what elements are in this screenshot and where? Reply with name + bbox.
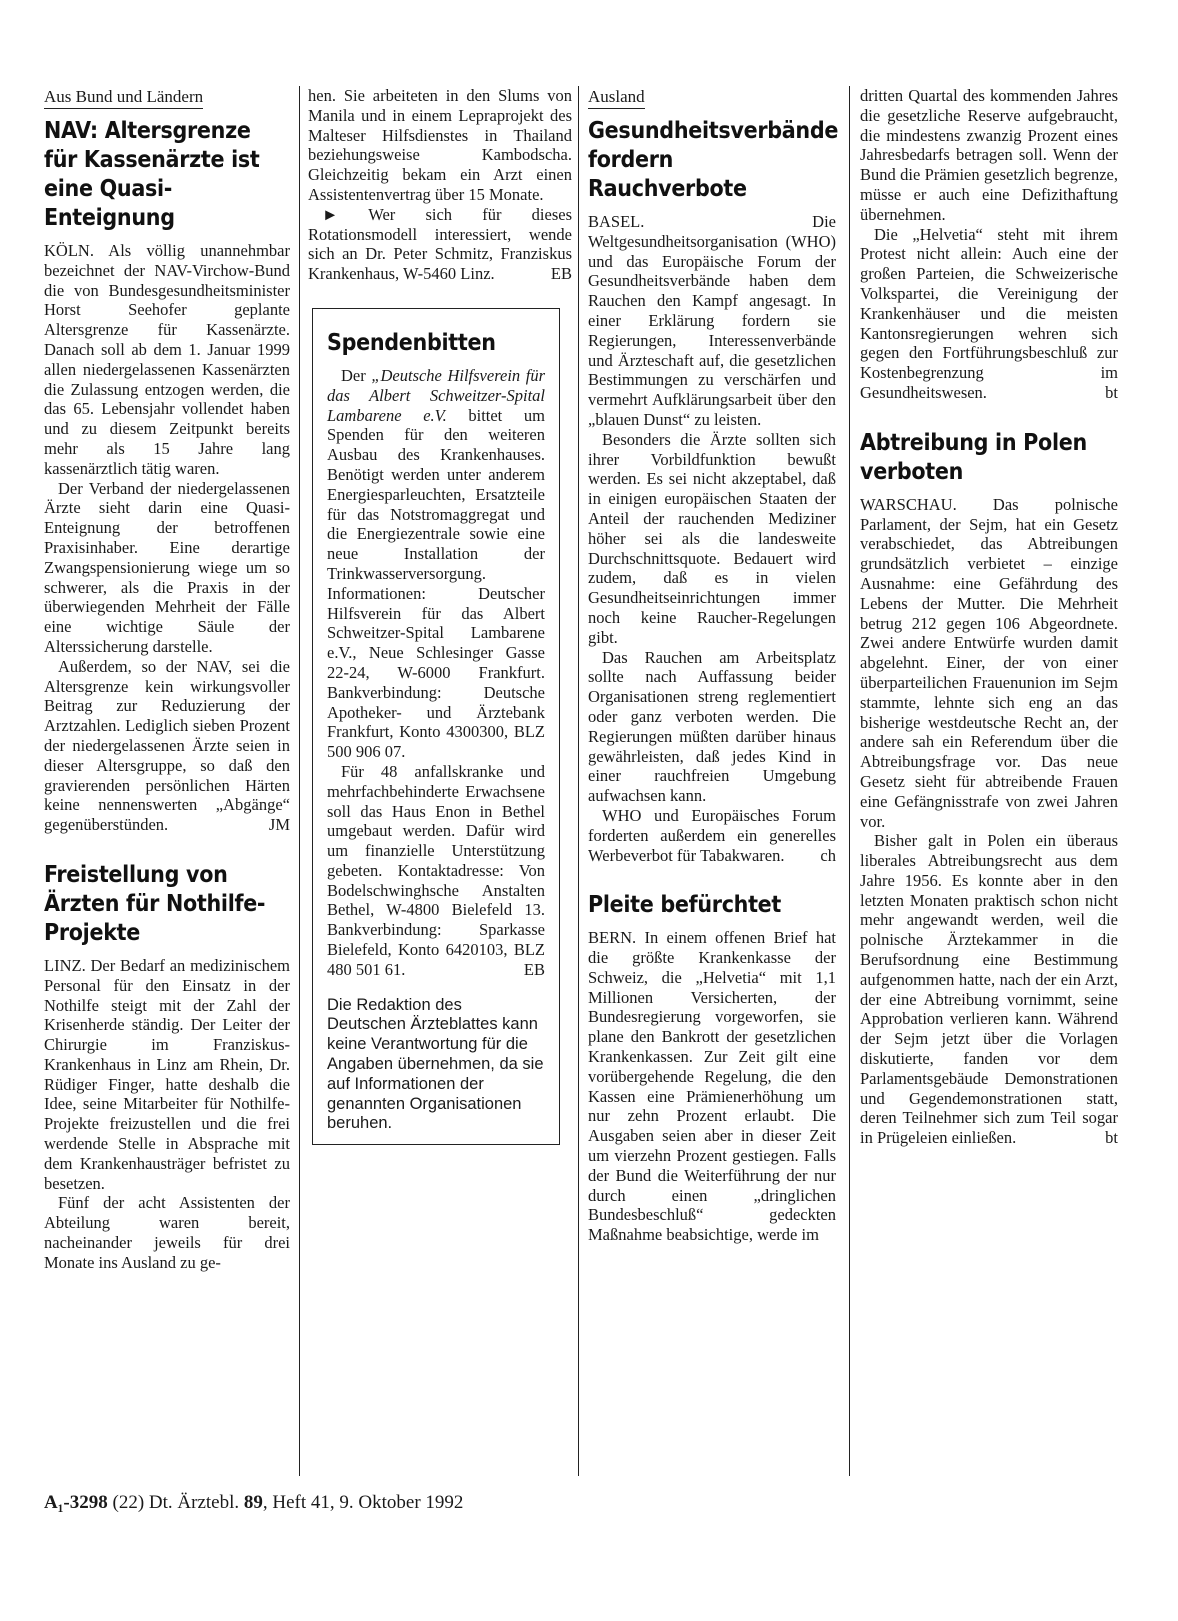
column-rule (578, 86, 579, 1476)
footer-citation: (22) Dt. Ärztebl. (107, 1492, 244, 1513)
article-paragraph: Fünf der acht Assistenten der Abteilung waren bereit, nacheinander jeweils für drei Monate ins Ausland zu ge- (44, 1193, 290, 1272)
article-paragraph: hen. Sie arbeiteten in den Slums von Manila und in einem Lepraprojekt des Malteser Hilfsdienstes in Thailand beziehungsweise Kambodscha. Gleichzeitig bekam ein Arzt einen Assistentenvertrag über 15 Monate. (308, 86, 572, 204)
article-paragraph: Bisher galt in Polen ein überaus liberales Abtreibungsrecht aus dem Jahre 1956. Es konnte aber in den letzten Monaten praktisch schon nicht mehr angewandt werden, weil die polnische Ärztekammer in die Berufsordnung eine Bestimmung aufgenommen hatte, nach der ein Arzt, der eine Abtreibung vornimmt, seine Approbation verlieren kann. Während der Sejm jetzt über die Vorlagen diskutierte, fanden vor dem Parlamentsgebäude Demonstrationen und Gegendemonstrationen statt, deren Teilnehmer sich zum Teil sogar in Prügeleien einließen. bt (860, 831, 1118, 1148)
column-2 (308, 86, 572, 1145)
author-initials: bt (1105, 382, 1118, 402)
article-headline: Freistellung von Ärzten für Nothilfe-Projekte (44, 861, 266, 946)
article-paragraph: Das Rauchen am Arbeitsplatz sollte nach Auffassung beider Organisationen streng reglementiert oder ganz verboten werden. Die Regierungen müßten darüber hinaus gewährleisten, daß jedes Kind in einer rauchfreien Umgebung aufwachsen kann. (588, 647, 836, 806)
box-headline: Spendenbitten (327, 329, 496, 356)
article-paragraph: WARSCHAU. Das polnische Parlament, der Sejm, hat ein Gesetz verabschiedet, das Abtreibungen grundsätzlich verbietet – einzige Ausnahme: eine Gefährdung des Lebens der Mutter. Die Mehrheit betrug 212 gegen 106 Abgeordnete. Zwei andere Entwürfe wurden damit abgelehnt. Einer, der von einer überparteilichen Frauenunion im Sejm stammte, lehnte sich eng an das bisherige westdeutsche Recht an, der andere sah ein Referendum über die Abtreibungsfrage vor. Das neue Gesetz sieht für abtreibende Frauen eine Gefängnisstrafe von zwei Jahren vor. (860, 494, 1118, 831)
article-paragraph: BASEL. Die Weltgesundheitsorganisation (WHO) und das Europäische Forum der Gesundheitsverbände haben dem Rauchen den Kampf angesagt. In einer Erklärung fordern sie Regierungen, Interessenverbände und Ärzteschaft auf, die gesetzlichen Bestimmungen zu verschärfen und vermehrt Aufklärungsarbeit über den „blauen Dunst“ zu leisten. (588, 212, 836, 429)
spendenbitten-box (312, 308, 560, 1145)
column-rule (299, 86, 300, 1476)
footer-issue-date: , Heft 41, 9. Oktober 1992 (262, 1492, 464, 1513)
article-headline: NAV: Altersgrenze für Kassenärzte ist eine Quasi-Enteignung (44, 118, 260, 231)
article-paragraph: Die „Helvetia“ steht mit ihrem Protest nicht allein: Auch eine der großen Parteien, die Schweizerische Volkspartei, die Vereinigung der Krankenhäuser und die meisten Kantonsregierungen wehren sich gegen den Fortführungsbeschluß zur Kostenbegrenzung im Gesundheitswesen. bt (860, 224, 1118, 402)
article-paragraph: LINZ. Der Bedarf an medizinischem Personal für den Einsatz in der Nothilfe steigt mit der Zahl der Krisenherde ständig. Der Leiter der Chirurgie im Franziskus-Krankenhaus in Linz am Rhein, Dr. Rüdiger Finger, hatte deshalb die Idee, seine Mitarbeiter für Nothilfe-Projekte freizustellen und die frei werdende Stelle in Absprache mit dem Krankenhausträger befristet zu besetzen. (44, 955, 290, 1193)
column-3 (588, 86, 839, 1245)
box-paragraph: Für 48 anfallskranke und mehrfachbehinderte Erwachsene soll das Haus Enon in Bethel umgebaut werden. Dafür wird um finanzielle Unterstützung gebeten. Kontaktadresse: Von Bodelschwinghsche Anstalten Bethel, W-4800 Bielefeld 13. Bankverbindung: Sparkasse Bielefeld, Konto 6420103, BLZ 480 501 61. EB (327, 761, 545, 979)
article-abtreibung-polen (860, 429, 1118, 1148)
article-paragraph: dritten Quartal des kommenden Jahres die gesetzliche Reserve aufgebraucht, die mindestens zwanzig Prozent eines Jahresbedarfs betragen soll. Wenn der Bund die Prämien gesetzlich begrenze, müsse er auch eine Defizithaftung übernehmen. (860, 86, 1118, 224)
article-headline: Gesundheitsverbände fordern Rauchverbote (588, 118, 839, 202)
article-pleite (588, 891, 836, 1245)
section-rubric: Aus Bund und Ländern (44, 86, 203, 109)
page-footer (44, 1491, 463, 1515)
author-initials: EB (550, 264, 572, 284)
column-1 (44, 86, 290, 1273)
article-freistellung (44, 861, 290, 1273)
author-initials: JM (268, 815, 290, 835)
article-paragraph: ► Wer sich für dieses Rotationsmodell interessiert, wende sich an Dr. Peter Schmitz, Franziskus Krankenhaus, W-5460 Linz. EB (308, 204, 572, 284)
author-initials: bt (1105, 1128, 1118, 1148)
article-nav-altersgrenze (44, 86, 290, 835)
article-paragraph: Der Verband der niedergelassenen Ärzte sieht darin eine Quasi-Enteignung der betroffenen Praxisinhaber. Eine derartige Zwangspensionierung wiege um so schwerer, als die Praxis in der überwiegenden Mehrheit der Fälle eine wichtige Säule der Alterssicherung darstelle. (44, 478, 290, 656)
article-headline: Pleite befürchtet (588, 892, 782, 919)
column-4 (860, 86, 1118, 1148)
section-rubric: Ausland (588, 86, 645, 109)
page-id: A₁-3298 (44, 1492, 108, 1513)
editorial-disclaimer: Die Redaktion des Deutschen Ärzteblattes kann keine Verantwortung für die Angaben übernehmen, da sie auf Informationen der genannten Organisationen beruhen. (327, 995, 544, 1133)
article-headline: Abtreibung in Polen verboten (860, 429, 1087, 485)
article-paragraph: WHO und Europäisches Forum forderten außerdem ein generelles Werbeverbot für Tabakwaren. ch (588, 805, 836, 865)
author-initials: EB (523, 959, 545, 979)
author-initials: ch (820, 845, 836, 865)
article-rauchverbote (588, 86, 839, 865)
article-paragraph: Außerdem, so der NAV, sei die Altersgrenze kein wirkungsvoller Beitrag zur Reduzierung der Arztzahlen. Lediglich sieben Prozent der niedergelassenen Ärzte seien in dieser Altersgruppe, so daß den gravierenden persönlichen Härten keine nennenswerten „Abgänge“ gegenüberstünden. JM (44, 656, 290, 835)
box-paragraph: Der „Deutsche Hilfsverein für das Albert Schweitzer-Spital Lambarene e.V. bittet um Spenden für den weiteren Ausbau des Krankenhauses. Benötigt werden unter anderem Energiesparleuchten, Ersatzteile für das Notstromaggregat und die Energiezentrale sowie eine neue Installation der Trinkwasserversorgung. Informationen: Deutscher Hilfsverein für das Albert Schweitzer-Spital Lambarene e.V., Neue Schlesinger Gasse 22-24, W-6000 Frankfurt. Bankverbindung: Deutsche Apotheker- und Ärztebank Frankfurt, Konto 4300300, BLZ 500 906 07. (327, 365, 545, 762)
article-paragraph: Besonders die Ärzte sollten sich ihrer Vorbildfunktion bewußt werden. Es sei nicht akzeptabel, daß in einigen europäischen Staaten der Anteil der rauchenden Mediziner höher sei als die landesweite Durchschnittsquote. Bedauert wird zudem, daß es in vielen Gesundheitseinrichtungen immer noch keine Raucher-Regelungen gibt. (588, 429, 836, 647)
volume-number: 89 (243, 1492, 263, 1513)
article-paragraph: BERN. In einem offenen Brief hat die größte Krankenkasse der Schweiz, die „Helvetia“ mit 1,1 Millionen Versicherten, der Bundesregierung vorgeworfen, sie plane den Bankrott der gesetzlichen Krankenkassen. Zur Zeit gilt eine vorübergehende Regelung, die den Kassen eine Prämienerhöhung um nur zehn Prozent erlaubt. Die Ausgaben seien aber in dieser Zeit um vierzehn Prozent gestiegen. Falls der Bund die Weiterführung der nur durch einen „dringlichen Bundesbeschluß“ gedeckten Maßnahme beabsichtige, werde im (588, 928, 836, 1245)
article-paragraph: KÖLN. Als völlig unannehmbar bezeichnet der NAV-Virchow-Bund die von Bundesgesundheitsminister Horst Seehofer geplante Altersgrenze für Kassenärzte. Danach soll ab dem 1. Januar 1999 allen niedergelassenen Kassenärzten die Zulassung entzogen werden, die das 65. Lebensjahr vollendet haben und zu diesem Zeitpunkt bereits mehr als 15 Jahre lang kassenärztlich tätig waren. (44, 241, 290, 478)
column-rule (849, 86, 850, 1476)
